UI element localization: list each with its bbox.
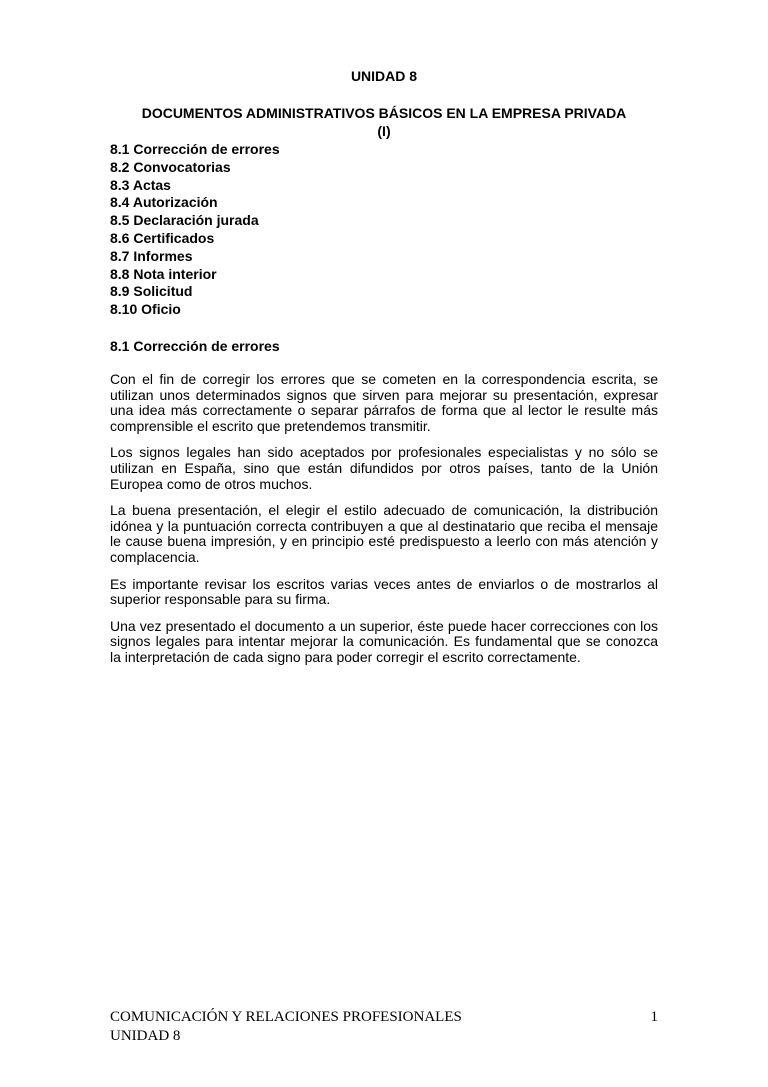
toc-item: 8.9 Solicitud [110,283,193,300]
section-heading: 8.1 Corrección de errores [110,338,280,354]
body-paragraph: Es importante revisar los escritos varias veces antes de enviarlos o de mostrarlos al superior responsable para su firma. [110,575,658,608]
document-title [110,104,658,140]
toc-item: 8.8 Nota interior [110,265,217,282]
toc-item: 8.5 Declaración jurada [110,212,259,229]
section-body [110,372,658,677]
body-paragraph: Una vez presentado el documento a un superior, éste puede hacer correcciones con los signos legales para intentar mejorar la comunicación. Es fundamental que se conozca la interpretación de cada signo para poder corregir el escrito correctamente. [110,617,658,665]
footer-course-title: COMUNICACIÓN Y RELACIONES PROFESIONALES [110,1009,462,1025]
page-footer [110,1008,658,1046]
toc-item: 8.10 Oficio [110,301,181,318]
body-paragraph: La buena presentación, el elegir el estilo adecuado de comunicación, la distribución idónea y la puntuación correcta contribuyen a que al destinatario que reciba el mensaje le cause buena impresión, y en principio esté predispuesto a leerlo con más atención y complacencia. [110,502,658,565]
toc-item: 8.4 Autorización [110,194,218,211]
document-title-line-2: (I) [377,123,391,139]
toc-item: 8.3 Actas [110,176,171,193]
toc-item: 8.6 Certificados [110,229,215,246]
page-number: 1 [650,1009,658,1025]
table-of-contents [110,141,280,319]
footer-unit: UNIDAD 8 [110,1028,181,1044]
body-paragraph: Los signos legales han sido aceptados por profesionales especialistas y no sólo se utilizan en España, sino que están difundidos por otros países, tanto de la Unión Europea como de otros muchos. [110,444,658,492]
toc-item: 8.2 Convocatorias [110,158,231,175]
toc-item: 8.7 Informes [110,247,193,264]
unit-title: UNIDAD 8 [350,68,418,84]
body-paragraph: Con el fin de corregir los errores que se cometen en la correspondencia escrita, se utilizan unos determinados signos que sirven para mejorar su presentación, expresar una idea más correctamente o separar párrafos de forma que al lector le resulte más comprensible el escrito que pretendemos transmitir. [110,371,658,434]
toc-item: 8.1 Corrección de errores [110,141,280,157]
document-title-line-1: DOCUMENTOS ADMINISTRATIVOS BÁSICOS EN LA EMPRESA PRIVADA [141,105,627,121]
